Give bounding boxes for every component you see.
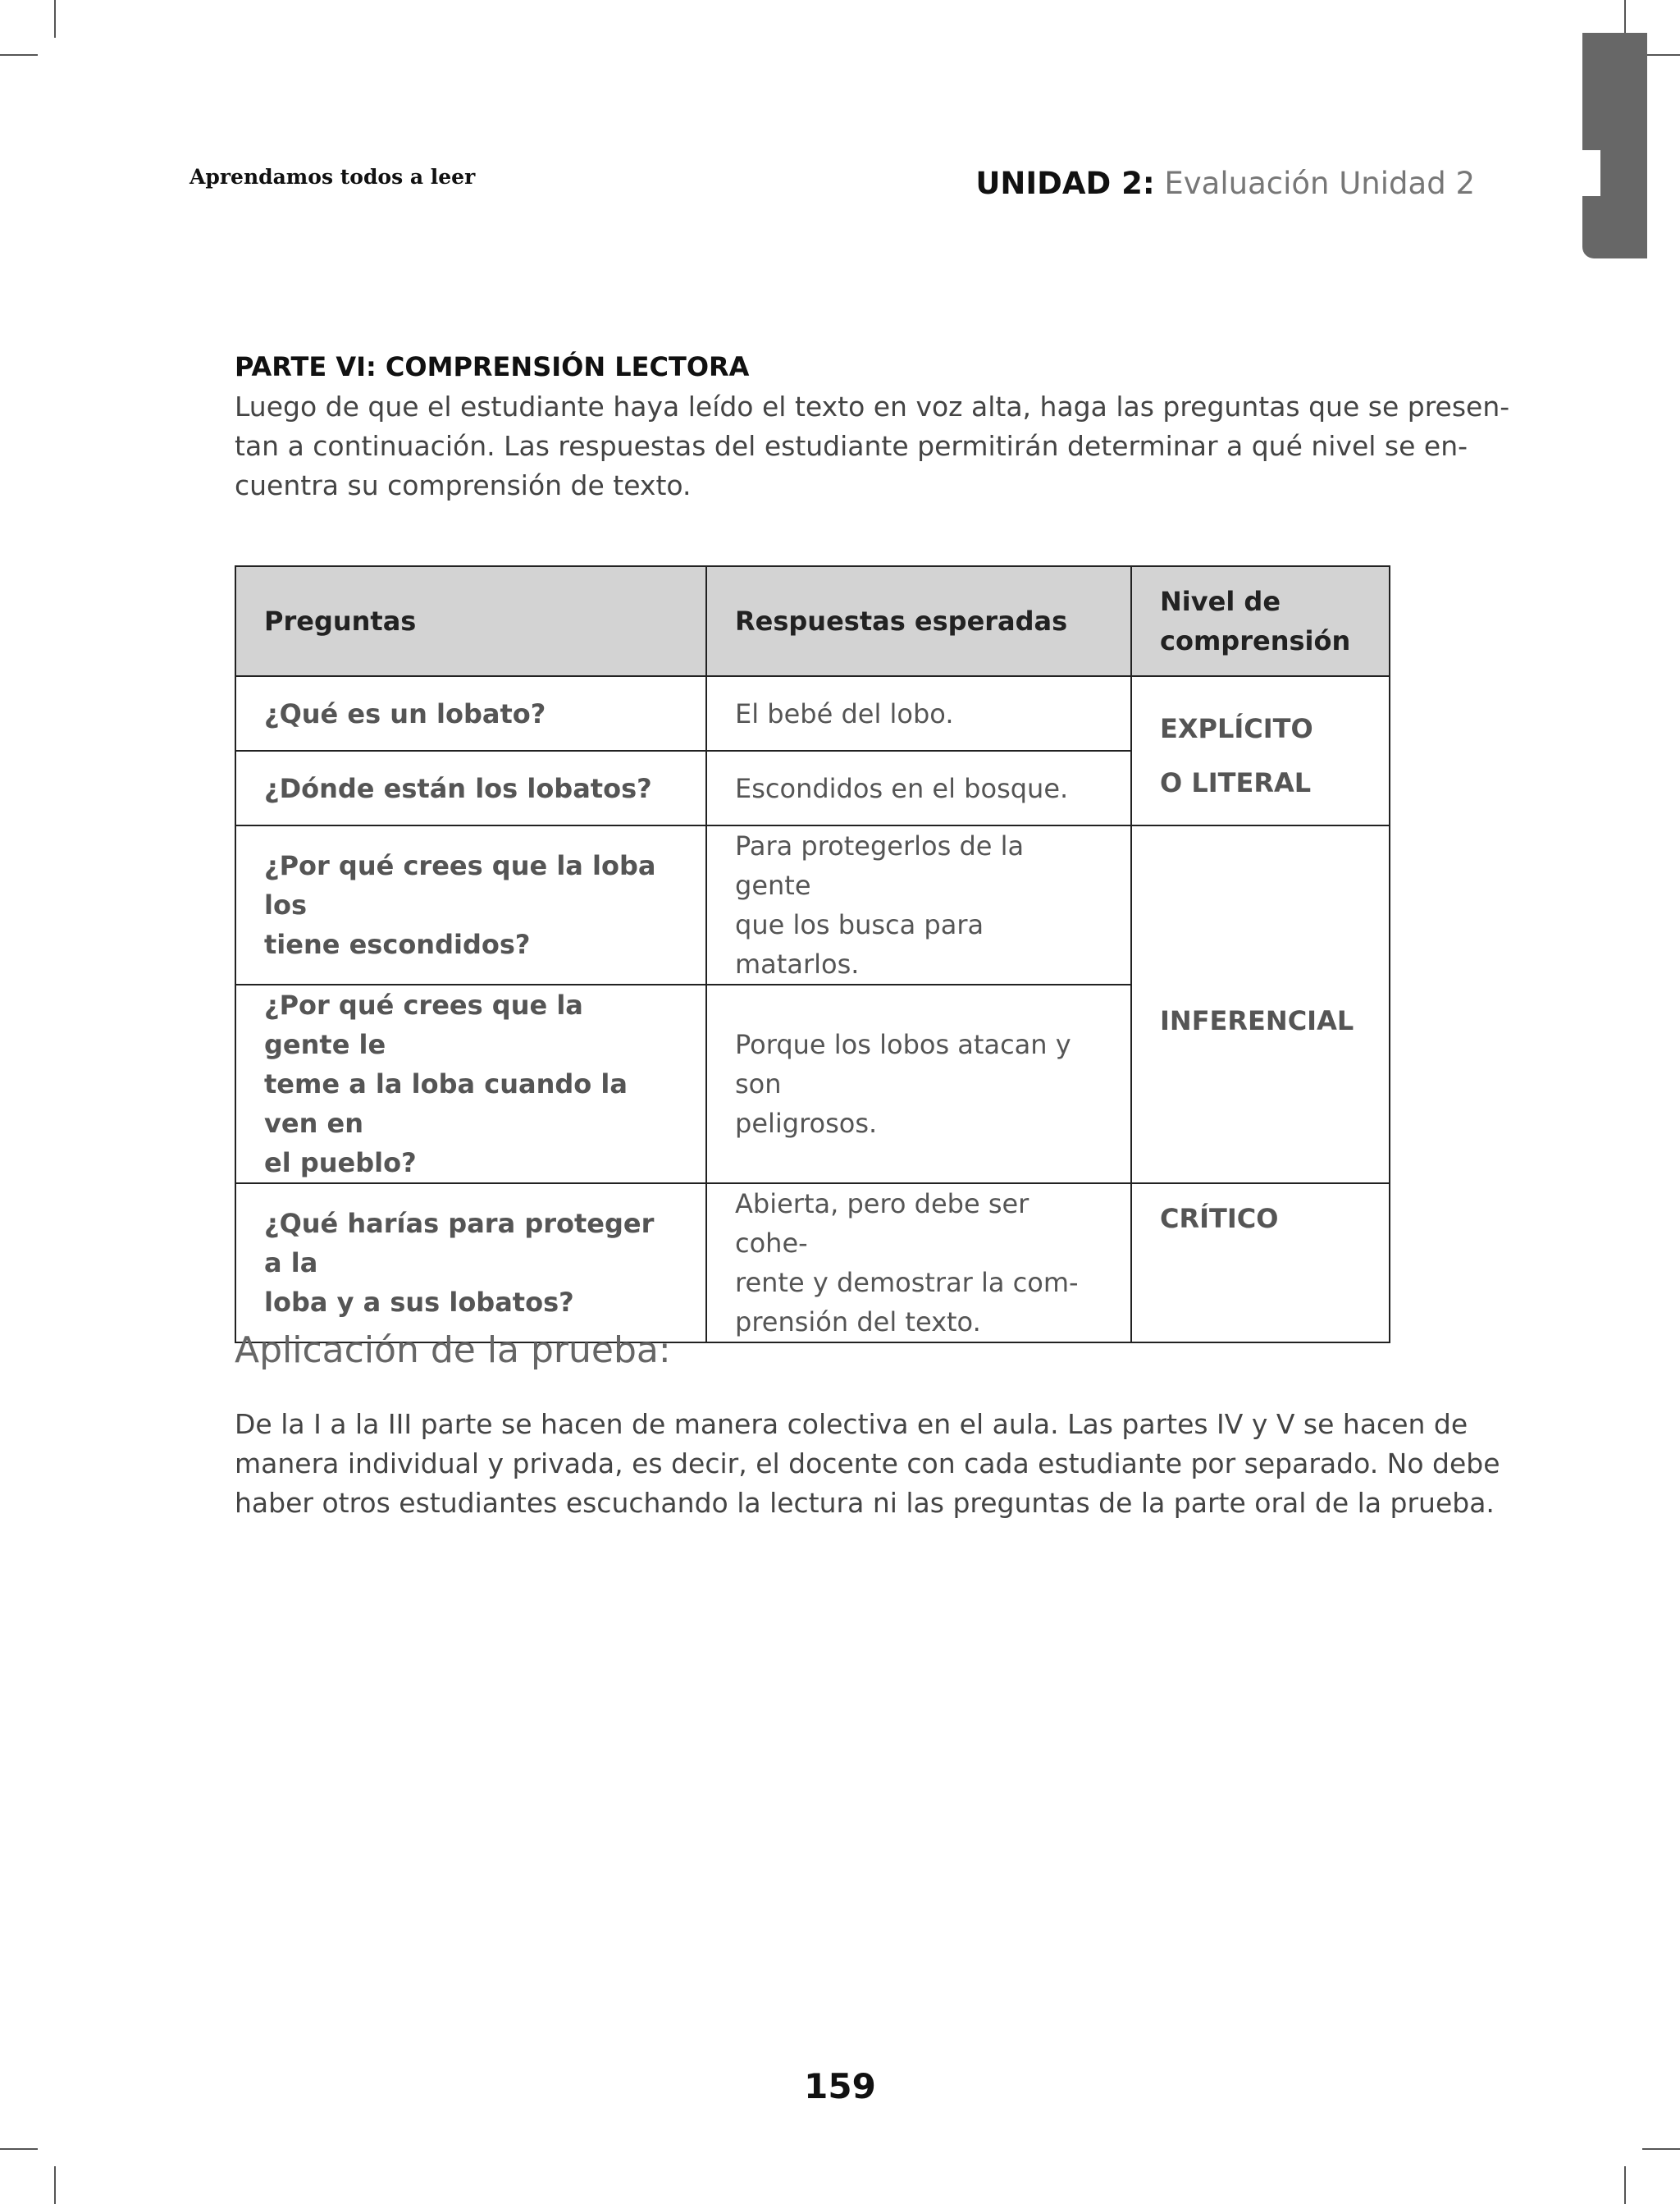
crop-mark xyxy=(1642,54,1680,56)
table-header-row xyxy=(235,566,1390,676)
level-cell-critico: CRÍTICO xyxy=(1131,1183,1390,1342)
section-intro xyxy=(235,387,1510,505)
table-row xyxy=(235,676,1390,751)
table-row xyxy=(235,1183,1390,1342)
question-cell: ¿Por qué crees que la gente le teme a la loba cuando la ven en el pueblo? xyxy=(235,985,706,1183)
answer-cell: Abierta, pero debe ser cohe- rente y demostrar la com- prensión del texto. xyxy=(706,1183,1131,1342)
header-questions: Preguntas xyxy=(235,566,706,676)
book-title: Aprendamos todos a leer xyxy=(189,165,476,189)
unit-tab xyxy=(1582,33,1647,258)
application-line: De la I a la III parte se hacen de manera colectiva en el aula. Las partes IV y V se hacen de xyxy=(235,1408,1468,1440)
section-title: PARTE VI: COMPRENSIÓN LECTORA xyxy=(235,351,750,382)
comprehension-table xyxy=(235,565,1390,1343)
crop-mark xyxy=(54,0,56,38)
header-level: Nivel de comprensión xyxy=(1131,566,1390,676)
crop-mark xyxy=(0,2148,38,2150)
header-answers: Respuestas esperadas xyxy=(706,566,1131,676)
question-cell: ¿Qué es un lobato? xyxy=(235,676,706,751)
unit-header xyxy=(975,166,1475,201)
answer-cell: Escondidos en el bosque. xyxy=(706,751,1131,825)
answer-cell: Porque los lobos atacan y son peligrosos. xyxy=(706,985,1131,1183)
level-cell-literal: EXPLÍCITO O LITERAL xyxy=(1131,676,1390,825)
level-cell-inferencial: INFERENCIAL xyxy=(1131,825,1390,1183)
application-line: haber otros estudiantes escuchando la lectura ni las preguntas de la parte oral de la prueba. xyxy=(235,1487,1495,1519)
crop-mark xyxy=(54,2166,56,2204)
unit-title: Evaluación Unidad 2 xyxy=(1164,166,1475,201)
crop-mark xyxy=(1642,2148,1680,2150)
application-text xyxy=(235,1405,1500,1523)
intro-line: tan a continuación. Las respuestas del estudiante permitirán determinar a qué nivel se en- xyxy=(235,430,1468,462)
crop-mark xyxy=(1624,2166,1626,2204)
question-cell: ¿Qué harías para proteger a la loba y a sus lobatos? xyxy=(235,1183,706,1342)
intro-line: cuentra su comprensión de texto. xyxy=(235,469,692,501)
unit-tab-notch xyxy=(1582,150,1600,196)
crop-mark xyxy=(0,54,38,56)
intro-line: Luego de que el estudiante haya leído el texto en voz alta, haga las preguntas que se presen- xyxy=(235,391,1510,423)
answer-cell: Para protegerlos de la gente que los busca para matarlos. xyxy=(706,825,1131,985)
page-number: 159 xyxy=(804,2066,876,2106)
application-title: Aplicación de la prueba: xyxy=(235,1329,671,1371)
unit-label: UNIDAD 2: xyxy=(975,166,1155,201)
question-cell: ¿Por qué crees que la loba los tiene escondidos? xyxy=(235,825,706,985)
application-line: manera individual y privada, es decir, el docente con cada estudiante por separado. No debe xyxy=(235,1447,1500,1479)
question-cell: ¿Dónde están los lobatos? xyxy=(235,751,706,825)
table-row xyxy=(235,825,1390,985)
answer-cell: El bebé del lobo. xyxy=(706,676,1131,751)
